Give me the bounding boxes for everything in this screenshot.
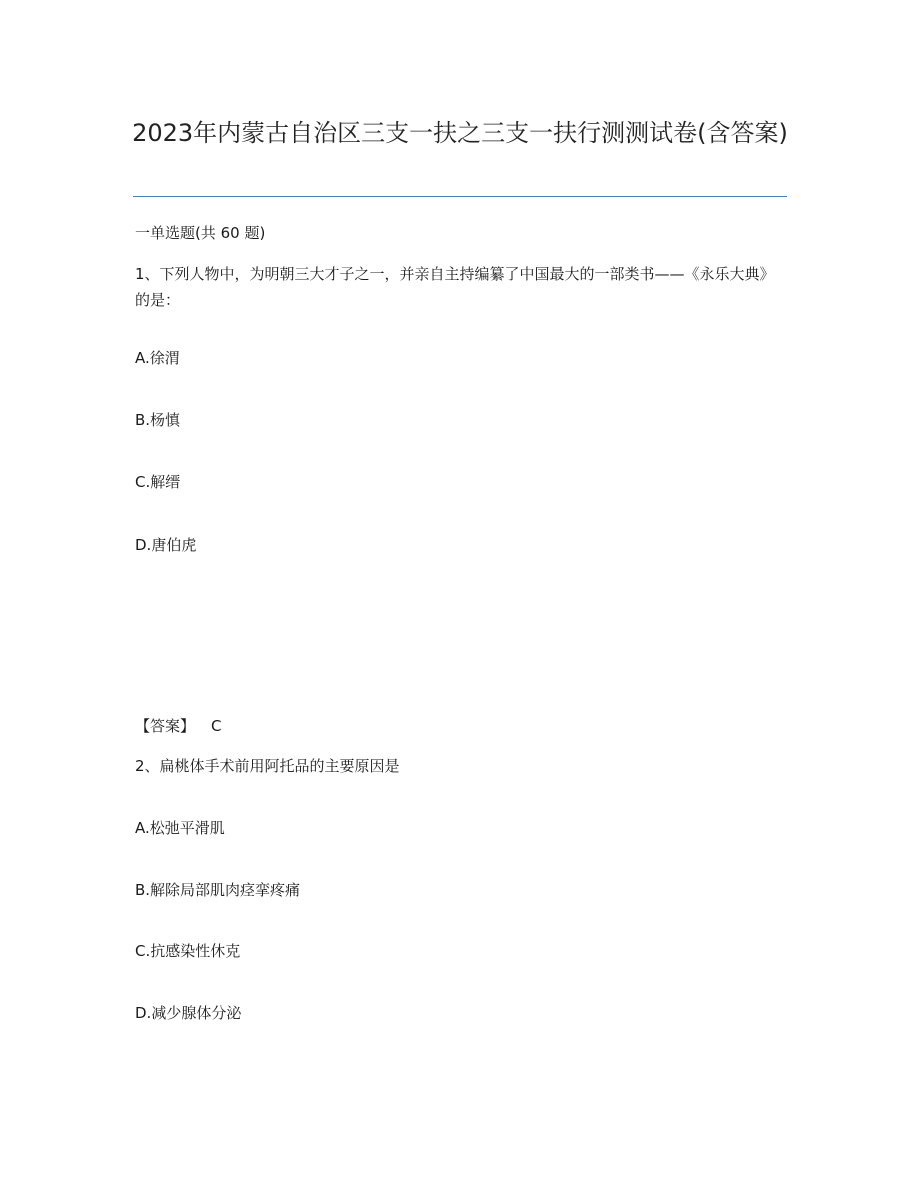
question-2-option-d: D.减少腺体分泌 — [135, 1004, 242, 1022]
question-2-option-c: C.抗感染性休克 — [135, 942, 241, 960]
question-2-option-b: B.解除局部肌肉痉挛疼痛 — [135, 881, 301, 899]
section-heading: 一单选题(共 60 题) — [135, 224, 266, 242]
question-1-stem: 1、下列人物中，为明朝三大才子之一，并亲自主持编纂了中国最大的一部类书——《永乐大典》的是： — [135, 265, 775, 309]
answer-label: 【答案】 — [135, 717, 196, 735]
question-1-option-b: B.杨慎 — [135, 411, 181, 429]
question-1-option-c: C.解缙 — [135, 473, 181, 491]
title-divider — [133, 196, 787, 197]
question-1-answer — [135, 714, 222, 738]
question-1-option-a: A.徐渭 — [135, 349, 180, 367]
question-2-option-a: A.松弛平滑肌 — [135, 819, 225, 837]
document-title: 2023年内蒙古自治区三支一扶之三支一扶行测测试卷(含答案) — [132, 119, 788, 147]
question-2-stem: 2、扁桃体手术前用阿托品的主要原因是 — [135, 757, 400, 775]
question-1-option-d: D.唐伯虎 — [135, 536, 197, 554]
answer-value: C — [211, 717, 222, 735]
